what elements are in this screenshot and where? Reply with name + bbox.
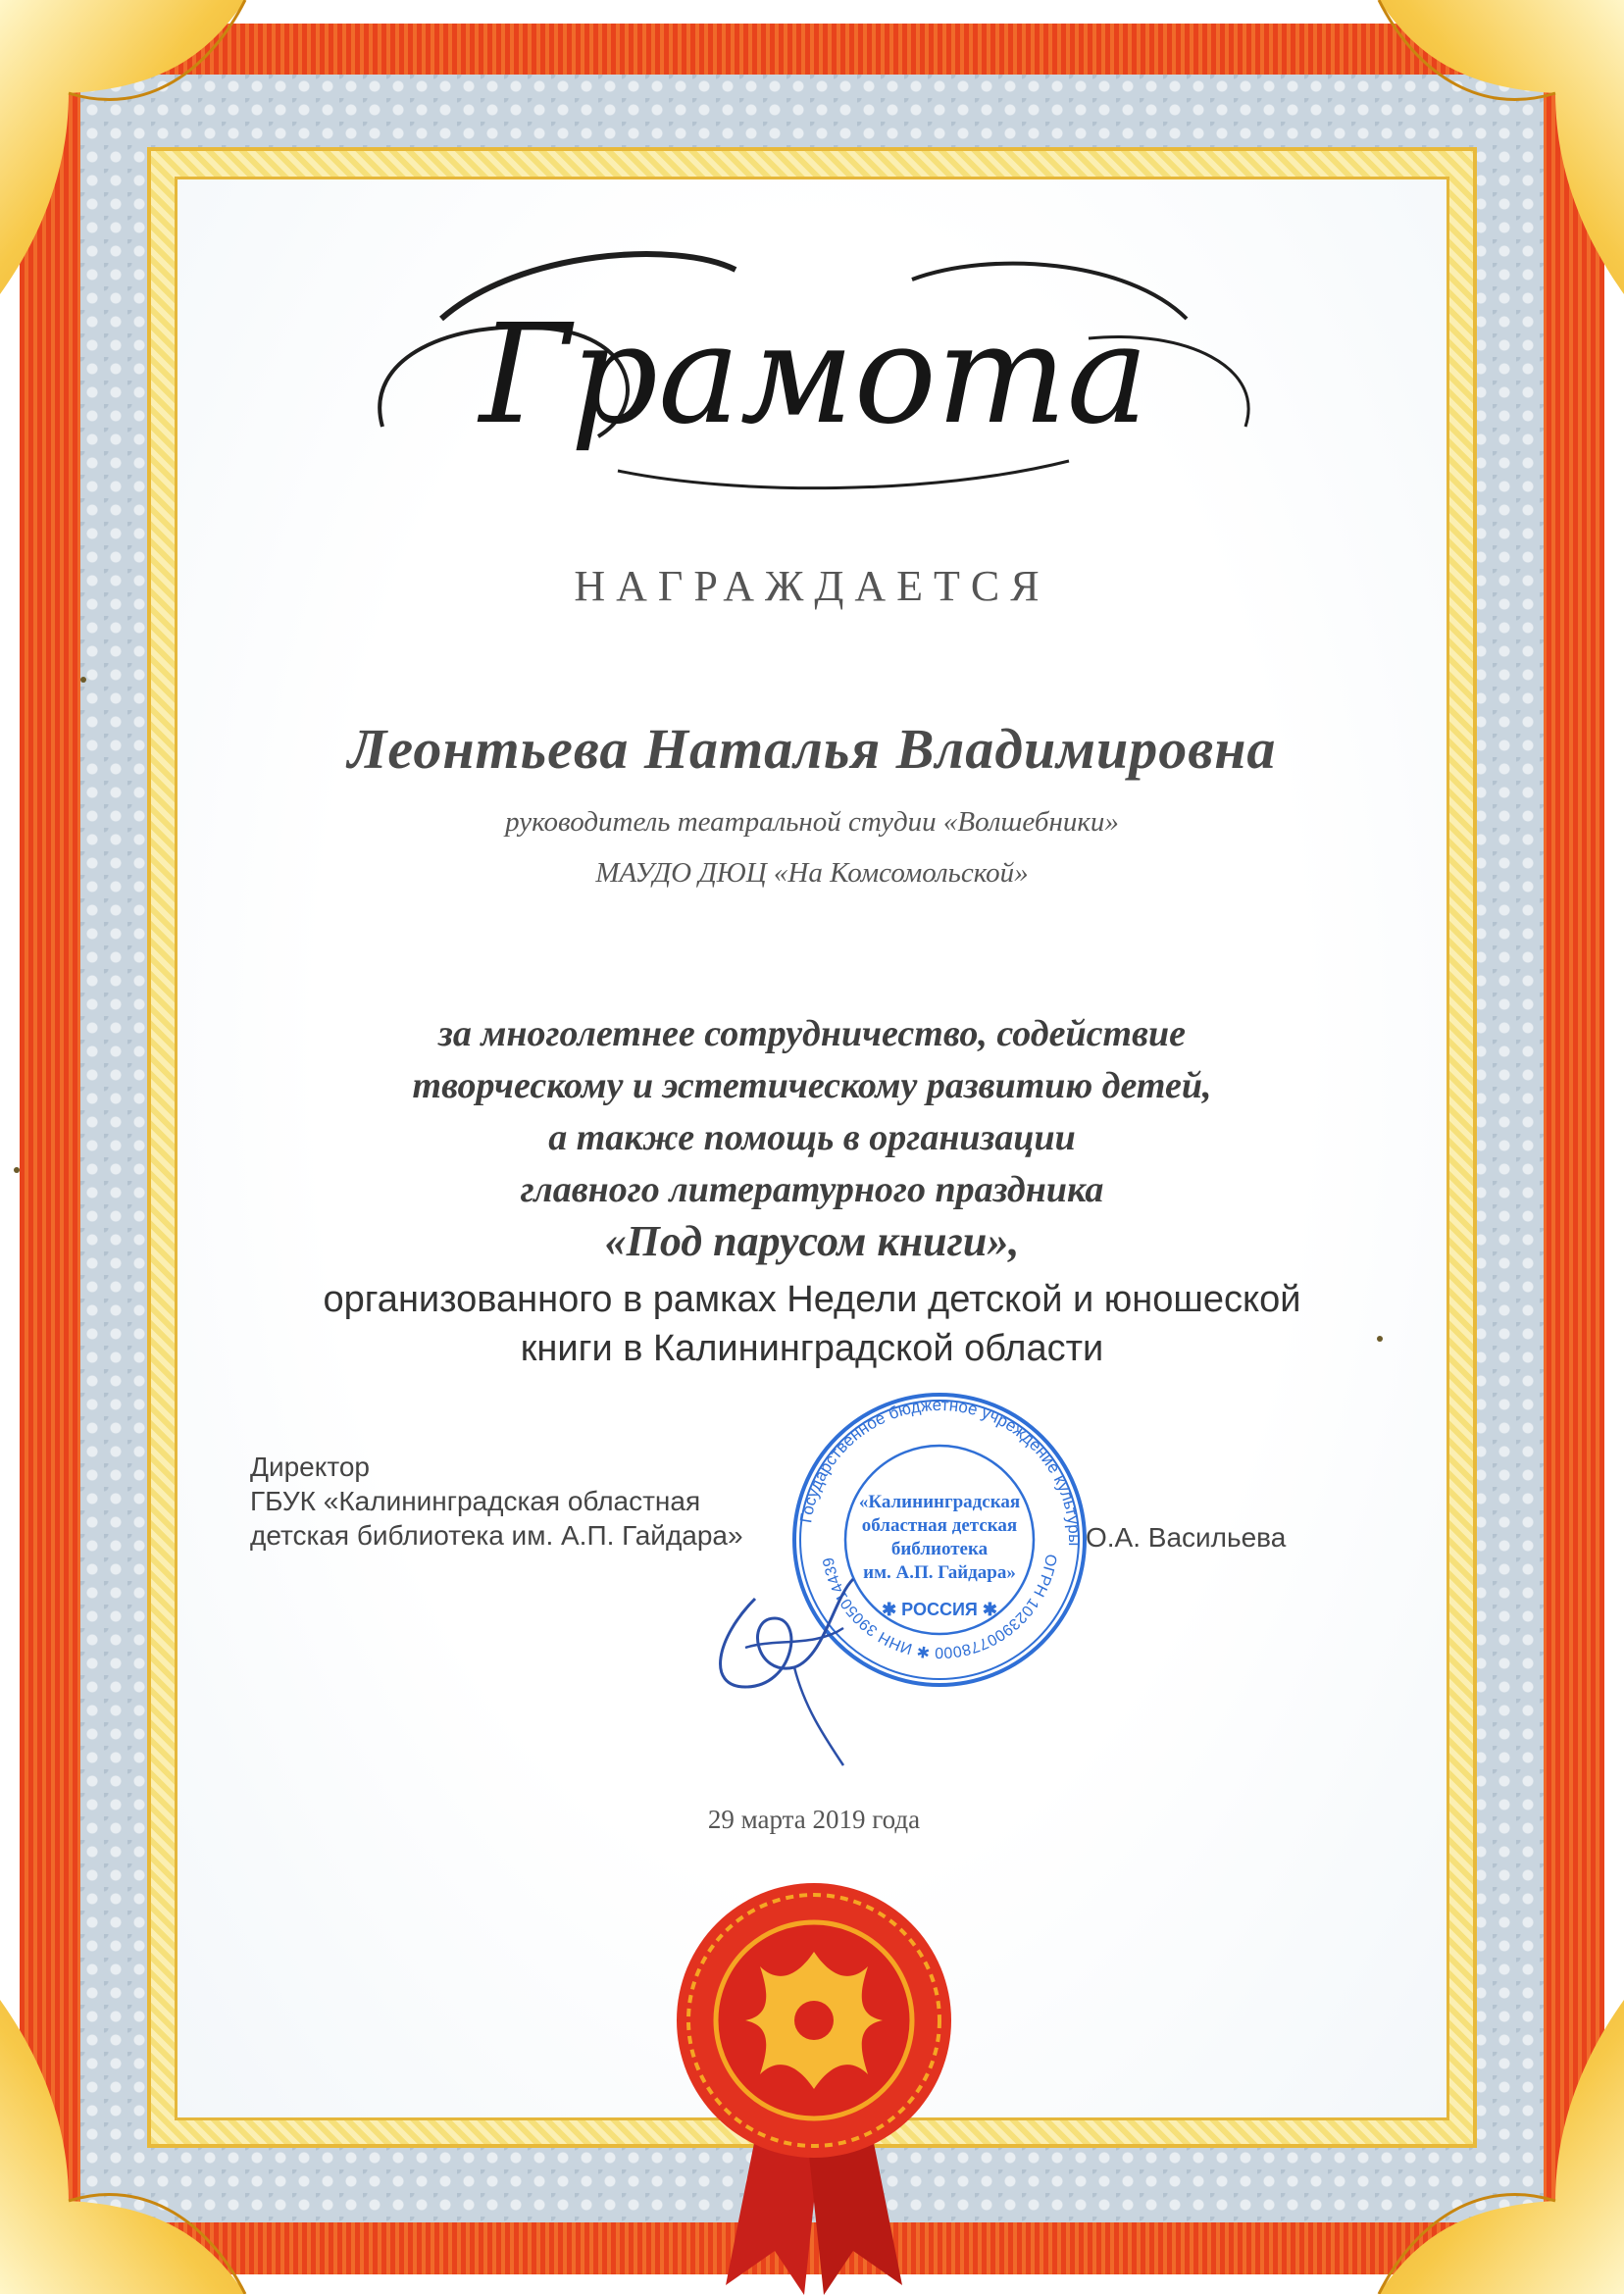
director-line: детская библиотека им. А.П. Гайдара» [250,1520,743,1551]
stamp-center-line: «Калининградская [858,1492,1021,1512]
recipient-organization: МАУДО ДЮЦ «На Комсомольской» [595,857,1029,889]
award-reason [216,1008,1408,1216]
issue-date: 29 марта 2019 года [707,1805,921,1834]
scan-speck [1377,1336,1383,1342]
reason-line: а также помощь в организации [548,1117,1076,1158]
stamp-bottom-text: ✱ РОССИЯ ✱ [882,1600,997,1619]
scan-speck [80,677,86,683]
reason-line: за многолетнее сотрудничество, содействие [438,1013,1186,1054]
director-line: Директор [250,1452,370,1482]
director-signature [686,1559,883,1775]
director-line: ГБУК «Калининградская областная [250,1486,701,1516]
corner-curl-top-left [0,0,324,324]
organized-note [216,1275,1408,1373]
corner-curl-bottom-right [1300,1970,1624,2294]
recipient-position: руководитель театральной студии «Волшебники» [505,806,1119,838]
awarded-label: НАГРАЖДАЕТСЯ [574,562,1050,610]
organized-line: книги в Калининградской области [520,1328,1104,1369]
stamp-center-line: библиотека [890,1539,989,1559]
corner-curl-bottom-left [0,1970,324,2294]
reason-line: творческому и эстетическому развитию детей, [412,1065,1212,1106]
stamp-center-line: областная детская [861,1515,1018,1536]
organized-line: организованного в рамках Недели детской и юношеской [323,1279,1301,1320]
festival-name: «Под парусом книги», [604,1217,1020,1265]
red-rosette-seal [667,1873,961,2295]
title-text: Грамота [479,295,1149,455]
stamp-ids-text: ОГРН 1023900778000 ✱ ИНН 3905014439 [820,1553,1060,1661]
director-name: О.А. Васильева [1086,1522,1287,1553]
stamp-ring-text: Государственное бюджетное учреждение культуры [796,1395,1085,1547]
scan-speck [14,1167,20,1173]
recipient-name: Леонтьева Наталья Владимировна [347,717,1277,781]
stamp-center-line: им. А.П. Гайдара» [863,1562,1016,1583]
director-block [250,1450,743,1553]
certificate-title [324,211,1304,505]
corner-curl-top-right [1300,0,1624,324]
reason-line: главного литературного праздника [520,1169,1104,1210]
